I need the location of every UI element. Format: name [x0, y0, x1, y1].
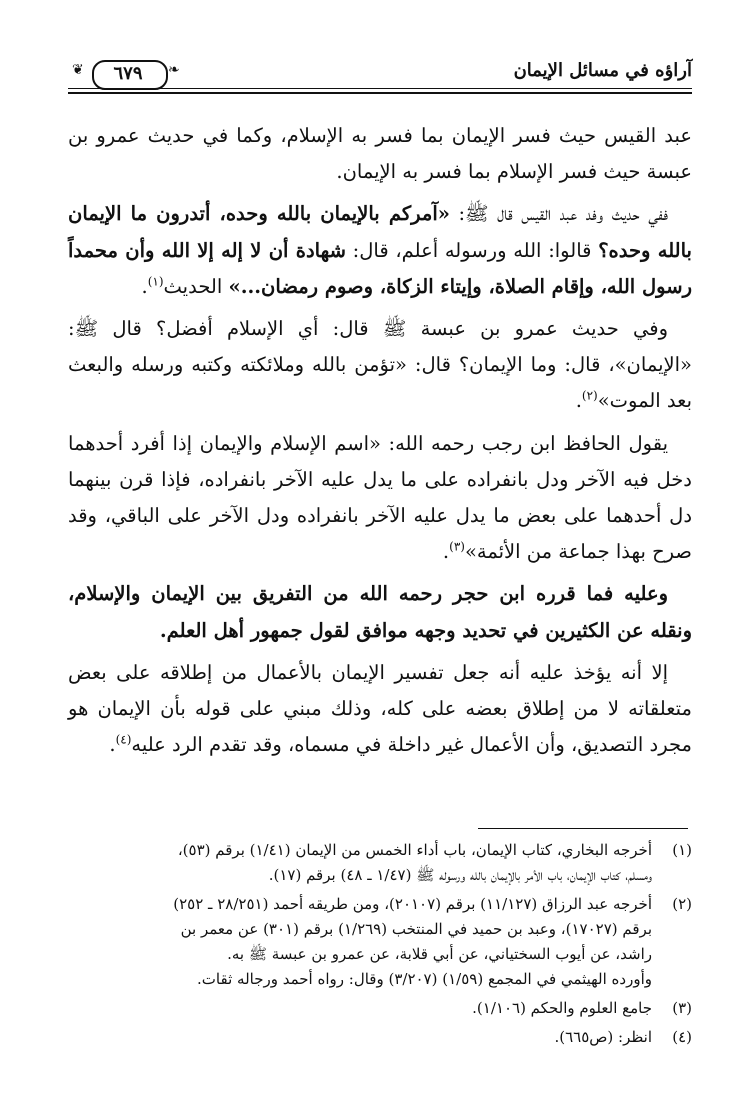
p4-text: يقول الحافظ ابن رجب رحمه الله: «اسم الإسلام والإيمان إذا أفرد أحدهما دخل فيه الآخر ودل بانفراده على ما يدل عليه الآخر بانفراده، فإذا قرن بينهما دل أحدهما على بعض ما يدل عليه الآخر بانفراده ودل الآخر على الباقي، وقد صرح بهذا جماعة من الأئمة» [68, 431, 692, 564]
footnote-number: (١) [672, 841, 692, 859]
footnote-4 [68, 1025, 692, 1050]
paragraph-1: عبد القيس حيث فسر الإيمان بما فسر به الإسلام، وكما في حديث عمرو بن عبسة حيث فسر الإسلام بما فسر به الإيمان. [68, 124, 692, 184]
footnote-number: (٢) [672, 895, 692, 913]
paragraph-6 [68, 655, 692, 764]
ornament-right-icon: ❧ [168, 62, 180, 78]
footnote-number: (٤) [672, 1028, 692, 1046]
footnote-ref-2[interactable]: (٢) [581, 388, 598, 403]
p2-reply: قالوا: الله ورسوله أعلم، قال: [345, 238, 599, 262]
footnote-number: (٣) [672, 999, 692, 1017]
footnote-text [68, 1025, 652, 1050]
footnote-line: أخرجه عبد الرزاق (١١/١٢٧) برقم (٢٠١٠٧)، ومن طريقه أحمد (٢٨/٢٥١ ـ ٢٥٢) [173, 895, 652, 913]
p2-intro: ففي حديث وفد عبد القيس قال ﷺ: [449, 202, 668, 226]
footnote-line: انظر: (ص٦٦٥). [554, 1028, 652, 1046]
footnote-line: وأورده الهيثمي في المجمع (١/٥٩) (٣/٢٠٧) وقال: رواه أحمد ورجاله ثقات. [197, 970, 652, 988]
page-number: ٦٧٩ [110, 63, 147, 84]
main-text [68, 118, 692, 769]
footnote-1 [68, 838, 692, 888]
page-number-box [68, 58, 188, 88]
footnote-ref-1[interactable]: (١) [147, 274, 164, 289]
p4-end: . [442, 540, 450, 564]
p3-text: وفي حديث عمرو بن عبسة ﷺ قال: أي الإسلام أفضل؟ قال ﷺ: «الإيمان»، قال: وما الإيمان؟ قال: «تؤمن بالله وملائكته وكتبه ورسله والبعث بعد الموت» [68, 317, 692, 413]
footnote-text [68, 996, 652, 1021]
footnote-line: أخرجه البخاري، كتاب الإيمان، باب أداء الخمس من الإيمان (١/٤١) برقم (٥٣)، [177, 841, 652, 859]
footnotes [68, 838, 692, 1054]
paragraph-4 [68, 426, 692, 571]
footnote-text [68, 892, 652, 992]
p6-end: . [109, 733, 116, 757]
ornament-left-icon: ❦ [72, 62, 84, 78]
p6-text: إلا أنه يؤخذ عليه أنه جعل تفسير الإيمان بالأعمال من إطلاقه على بعض متعلقاته لا من إطلاق بعضه على كله، وذلك مبني على قوله بأن الإيمان هو مجرد التصديق، وأن الأعمال غير داخلة في مسماه، وقد تقدم الرد عليه [68, 660, 692, 757]
p2-end: . [141, 274, 148, 298]
page-header [68, 58, 692, 92]
p3-end: . [575, 389, 582, 413]
footnote-text [68, 838, 652, 888]
p2-tail: الحديث [163, 274, 229, 298]
footnote-2 [68, 892, 692, 992]
footnote-line: برقم (١٧٠٢٧)، وعبد بن حميد في المنتخب (١/٢٦٩) برقم (٣٠١) عن معمر بن [180, 920, 652, 938]
footnote-3 [68, 996, 692, 1021]
header-rule [68, 88, 692, 89]
paragraph-2 [68, 196, 692, 305]
footnote-line: ومسلم، كتاب الإيمان، باب الأمر بالإيمان بالله ورسوله ﷺ (١/٤٧ ـ ٤٨) برقم (١٧). [268, 866, 652, 884]
p2-hadith-answer: شهادة أن لا إله إلا الله وأن محمداً رسول الله، وإقام الصلاة، وإيتاء الزكاة، وصوم رمضان...» [68, 238, 692, 298]
paragraph-5: وعليه فما قرره ابن حجر رحمه الله من التفريق بين الإيمان والإسلام، ونقله عن الكثيرين في تحديد وجهه موافق لقول جمهور أهل العلم. [68, 582, 692, 642]
running-title: آراؤه في مسائل الإيمان [513, 60, 692, 81]
footnote-ref-3[interactable]: (٣) [449, 539, 465, 554]
footnote-ref-4[interactable]: (٤) [115, 732, 132, 747]
paragraph-3 [68, 311, 692, 420]
footnote-line: جامع العلوم والحكم (١/١٠٦). [472, 999, 652, 1017]
p2-hadith-quote: «آمركم بالإيمان بالله وحده، أتدرون ما الإيمان بالله وحده؟ [68, 202, 692, 262]
footnote-line: راشد، عن أيوب السختياني، عن أبي قلابة، عن عمرو بن عبسة ﷺ به. [227, 945, 652, 963]
header-rule-thick [68, 92, 692, 94]
footnote-separator [478, 828, 688, 829]
